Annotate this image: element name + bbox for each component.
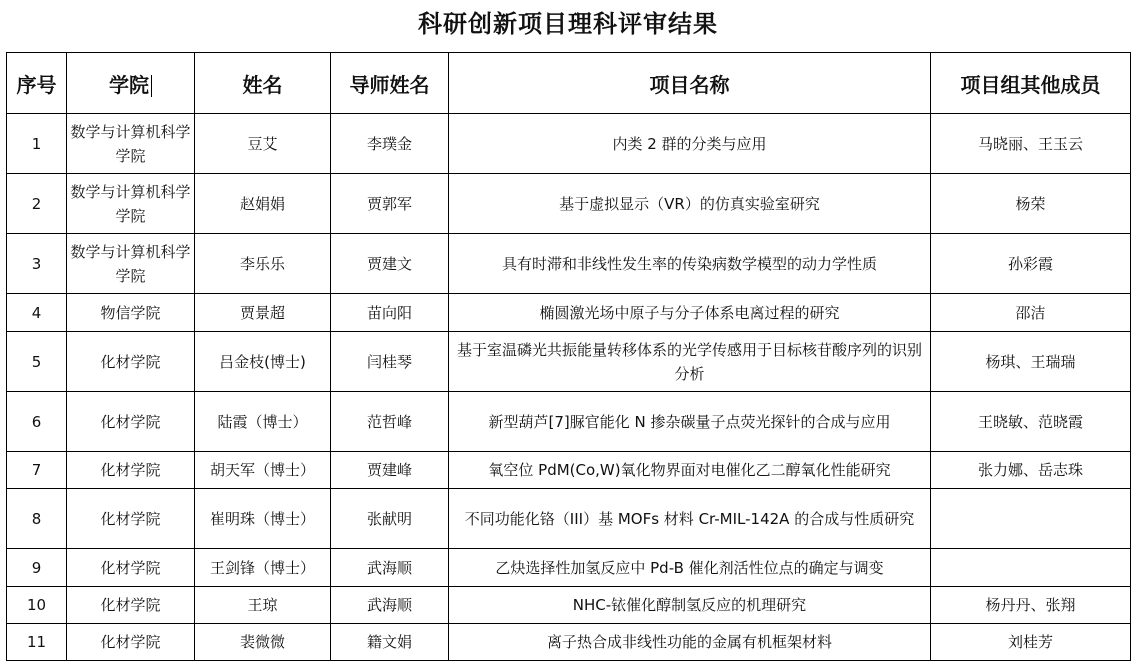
table-row (7, 392, 1131, 452)
cell-college[interactable]: 化材学院 (67, 452, 195, 489)
cell-members[interactable]: 刘桂芳 (931, 624, 1131, 661)
cell-project[interactable]: 氧空位 PdM(Co,W)氧化物界面对电催化乙二醇氧化性能研究 (449, 452, 931, 489)
cell-advisor[interactable]: 贾郭军 (331, 174, 449, 234)
cell-college[interactable]: 化材学院 (67, 489, 195, 549)
header-project[interactable]: 项目名称 (449, 53, 931, 114)
cell-project[interactable]: 具有时滞和非线性发生率的传染病数学模型的动力学性质 (449, 234, 931, 294)
table-row (7, 587, 1131, 624)
cell-project[interactable]: 乙炔选择性加氢反应中 Pd-B 催化剂活性位点的确定与调变 (449, 549, 931, 587)
table-row (7, 332, 1131, 392)
document-title: 科研创新项目理科评审结果 (418, 10, 718, 38)
cell-members[interactable] (931, 489, 1131, 549)
cell-index[interactable]: 2 (7, 174, 67, 234)
cell-name[interactable]: 王剑锋（博士） (195, 549, 331, 587)
cell-index[interactable]: 10 (7, 587, 67, 624)
cell-members[interactable] (931, 549, 1131, 587)
cell-advisor[interactable]: 范哲峰 (331, 392, 449, 452)
cell-project[interactable]: 离子热合成非线性功能的金属有机框架材料 (449, 624, 931, 661)
cell-members[interactable]: 王晓敏、范晓霞 (931, 392, 1131, 452)
cell-advisor[interactable]: 张献明 (331, 489, 449, 549)
cell-name[interactable]: 李乐乐 (195, 234, 331, 294)
cell-members[interactable]: 张力娜、岳志珠 (931, 452, 1131, 489)
table-row (7, 234, 1131, 294)
table-row (7, 174, 1131, 234)
cell-advisor[interactable]: 李璞金 (331, 114, 449, 174)
cell-name[interactable]: 豆艾 (195, 114, 331, 174)
cell-advisor[interactable]: 贾建文 (331, 234, 449, 294)
cell-index[interactable]: 9 (7, 549, 67, 587)
cell-name[interactable]: 赵娟娟 (195, 174, 331, 234)
cell-name[interactable]: 贾景超 (195, 294, 331, 332)
cell-name[interactable]: 裴微微 (195, 624, 331, 661)
header-members[interactable]: 项目组其他成员 (931, 53, 1131, 114)
cell-college[interactable]: 数学与计算机科学学院 (67, 234, 195, 294)
cell-advisor[interactable]: 苗向阳 (331, 294, 449, 332)
cell-index[interactable]: 1 (7, 114, 67, 174)
cell-project[interactable]: 不同功能化铬（III）基 MOFs 材料 Cr-MIL-142A 的合成与性质研究 (449, 489, 931, 549)
cell-members[interactable]: 杨荣 (931, 174, 1131, 234)
cell-college[interactable]: 物信学院 (67, 294, 195, 332)
cell-name[interactable]: 王琼 (195, 587, 331, 624)
cell-index[interactable]: 8 (7, 489, 67, 549)
table-row (7, 624, 1131, 661)
cell-advisor[interactable]: 武海顺 (331, 549, 449, 587)
cell-index[interactable]: 6 (7, 392, 67, 452)
cell-index[interactable]: 3 (7, 234, 67, 294)
table-row (7, 489, 1131, 549)
header-name[interactable]: 姓名 (195, 53, 331, 114)
table-row (7, 452, 1131, 489)
header-college-label: 学院 (109, 72, 149, 97)
cell-advisor[interactable]: 贾建峰 (331, 452, 449, 489)
cell-college[interactable]: 化材学院 (67, 549, 195, 587)
cell-members[interactable]: 杨丹丹、张翔 (931, 587, 1131, 624)
cell-index[interactable]: 4 (7, 294, 67, 332)
cell-index[interactable]: 5 (7, 332, 67, 392)
table-row (7, 549, 1131, 587)
cell-advisor[interactable]: 籍文娟 (331, 624, 449, 661)
cell-college[interactable]: 化材学院 (67, 392, 195, 452)
cell-index[interactable]: 7 (7, 452, 67, 489)
cell-members[interactable]: 邵洁 (931, 294, 1131, 332)
table-row (7, 114, 1131, 174)
cell-project[interactable]: NHC-铱催化醇制氢反应的机理研究 (449, 587, 931, 624)
cell-members[interactable]: 孙彩霞 (931, 234, 1131, 294)
header-index[interactable]: 序号 (7, 53, 67, 114)
cell-project[interactable]: 新型葫芦[7]脲官能化 N 掺杂碳量子点荧光探针的合成与应用 (449, 392, 931, 452)
cell-name[interactable]: 胡天军（博士） (195, 452, 331, 489)
cell-project[interactable]: 基于室温磷光共振能量转移体系的光学传感用于目标核苷酸序列的识别分析 (449, 332, 931, 392)
header-row (7, 53, 1131, 114)
header-college[interactable] (67, 53, 195, 114)
cell-project[interactable]: 基于虚拟显示（VR）的仿真实验室研究 (449, 174, 931, 234)
cell-members[interactable]: 杨琪、王瑞瑞 (931, 332, 1131, 392)
cell-college[interactable]: 数学与计算机科学学院 (67, 114, 195, 174)
cell-advisor[interactable]: 闫桂琴 (331, 332, 449, 392)
cell-college[interactable]: 数学与计算机科学学院 (67, 174, 195, 234)
cell-name[interactable]: 崔明珠（博士） (195, 489, 331, 549)
cell-project[interactable]: 椭圆激光场中原子与分子体系电离过程的研究 (449, 294, 931, 332)
text-cursor (151, 75, 152, 97)
cell-name[interactable]: 陆霞（博士） (195, 392, 331, 452)
table-row (7, 294, 1131, 332)
cell-college[interactable]: 化材学院 (67, 587, 195, 624)
cell-advisor[interactable]: 武海顺 (331, 587, 449, 624)
cell-index[interactable]: 11 (7, 624, 67, 661)
header-advisor[interactable]: 导师姓名 (331, 53, 449, 114)
cell-project[interactable]: 内类 2 群的分类与应用 (449, 114, 931, 174)
results-table (6, 52, 1131, 661)
cell-college[interactable]: 化材学院 (67, 624, 195, 661)
cell-members[interactable]: 马晓丽、王玉云 (931, 114, 1131, 174)
cell-college[interactable]: 化材学院 (67, 332, 195, 392)
cell-name[interactable]: 吕金枝(博士) (195, 332, 331, 392)
